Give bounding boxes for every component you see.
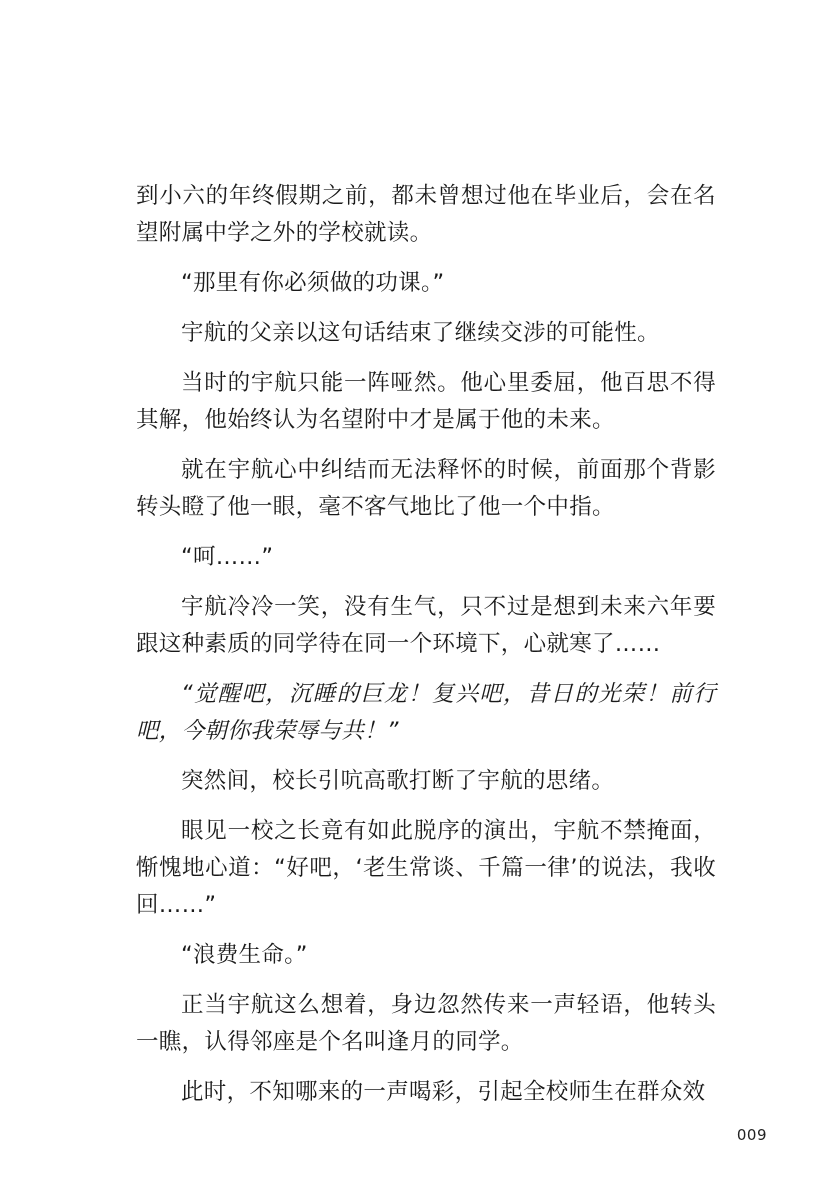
page-number: 009 bbox=[736, 1126, 767, 1144]
paragraph-3: 宇航的父亲以这句话结束了继续交涉的可能性。 bbox=[181, 320, 660, 346]
body-text bbox=[136, 178, 716, 1124]
paragraph-6: “呵……” bbox=[181, 544, 274, 570]
paragraph-2: “那里有你必须做的功课。” bbox=[181, 270, 445, 296]
paragraph-10: 眼见一校之长竟有如此脱序的演出，宇航不禁掩面，惭愧地心道：“好吧，‘老生常谈、千篇一律’的说法，我收回……” bbox=[136, 818, 716, 918]
paragraph-5: 就在宇航心中纠结而无法释怀的时候，前面那个背影转头瞪了他一眼，毫不客气地比了他一个中指。 bbox=[136, 457, 716, 520]
paragraph-1: 到小六的年终假期之前，都未曾想过他在毕业后，会在名望附属中学之外的学校就读。 bbox=[136, 183, 716, 246]
paragraph-7: 宇航冷冷一笑，没有生气，只不过是想到未来六年要跟这种素质的同学待在同一个环境下，心就寒了…… bbox=[136, 594, 716, 657]
paragraph-4: 当时的宇航只能一阵哑然。他心里委屈，他百思不得其解，他始终认为名望附中才是属于他的未来。 bbox=[136, 370, 716, 433]
paragraph-11: “浪费生命。” bbox=[181, 942, 308, 968]
paragraph-8-song-lyric: “觉醒吧，沉睡的巨龙！复兴吧，昔日的光荣！前行吧，今朝你我荣辱与共！” bbox=[136, 681, 716, 744]
paragraph-9: 突然间，校长引吭高歌打断了宇航的思绪。 bbox=[181, 768, 615, 794]
paragraph-13: 此时，不知哪来的一声喝彩，引起全校师生在群众效 bbox=[181, 1079, 706, 1105]
paragraph-12: 正当宇航这么想着，身边忽然传来一声轻语，他转头一瞧，认得邻座是个名叫逢月的同学。 bbox=[136, 992, 716, 1055]
